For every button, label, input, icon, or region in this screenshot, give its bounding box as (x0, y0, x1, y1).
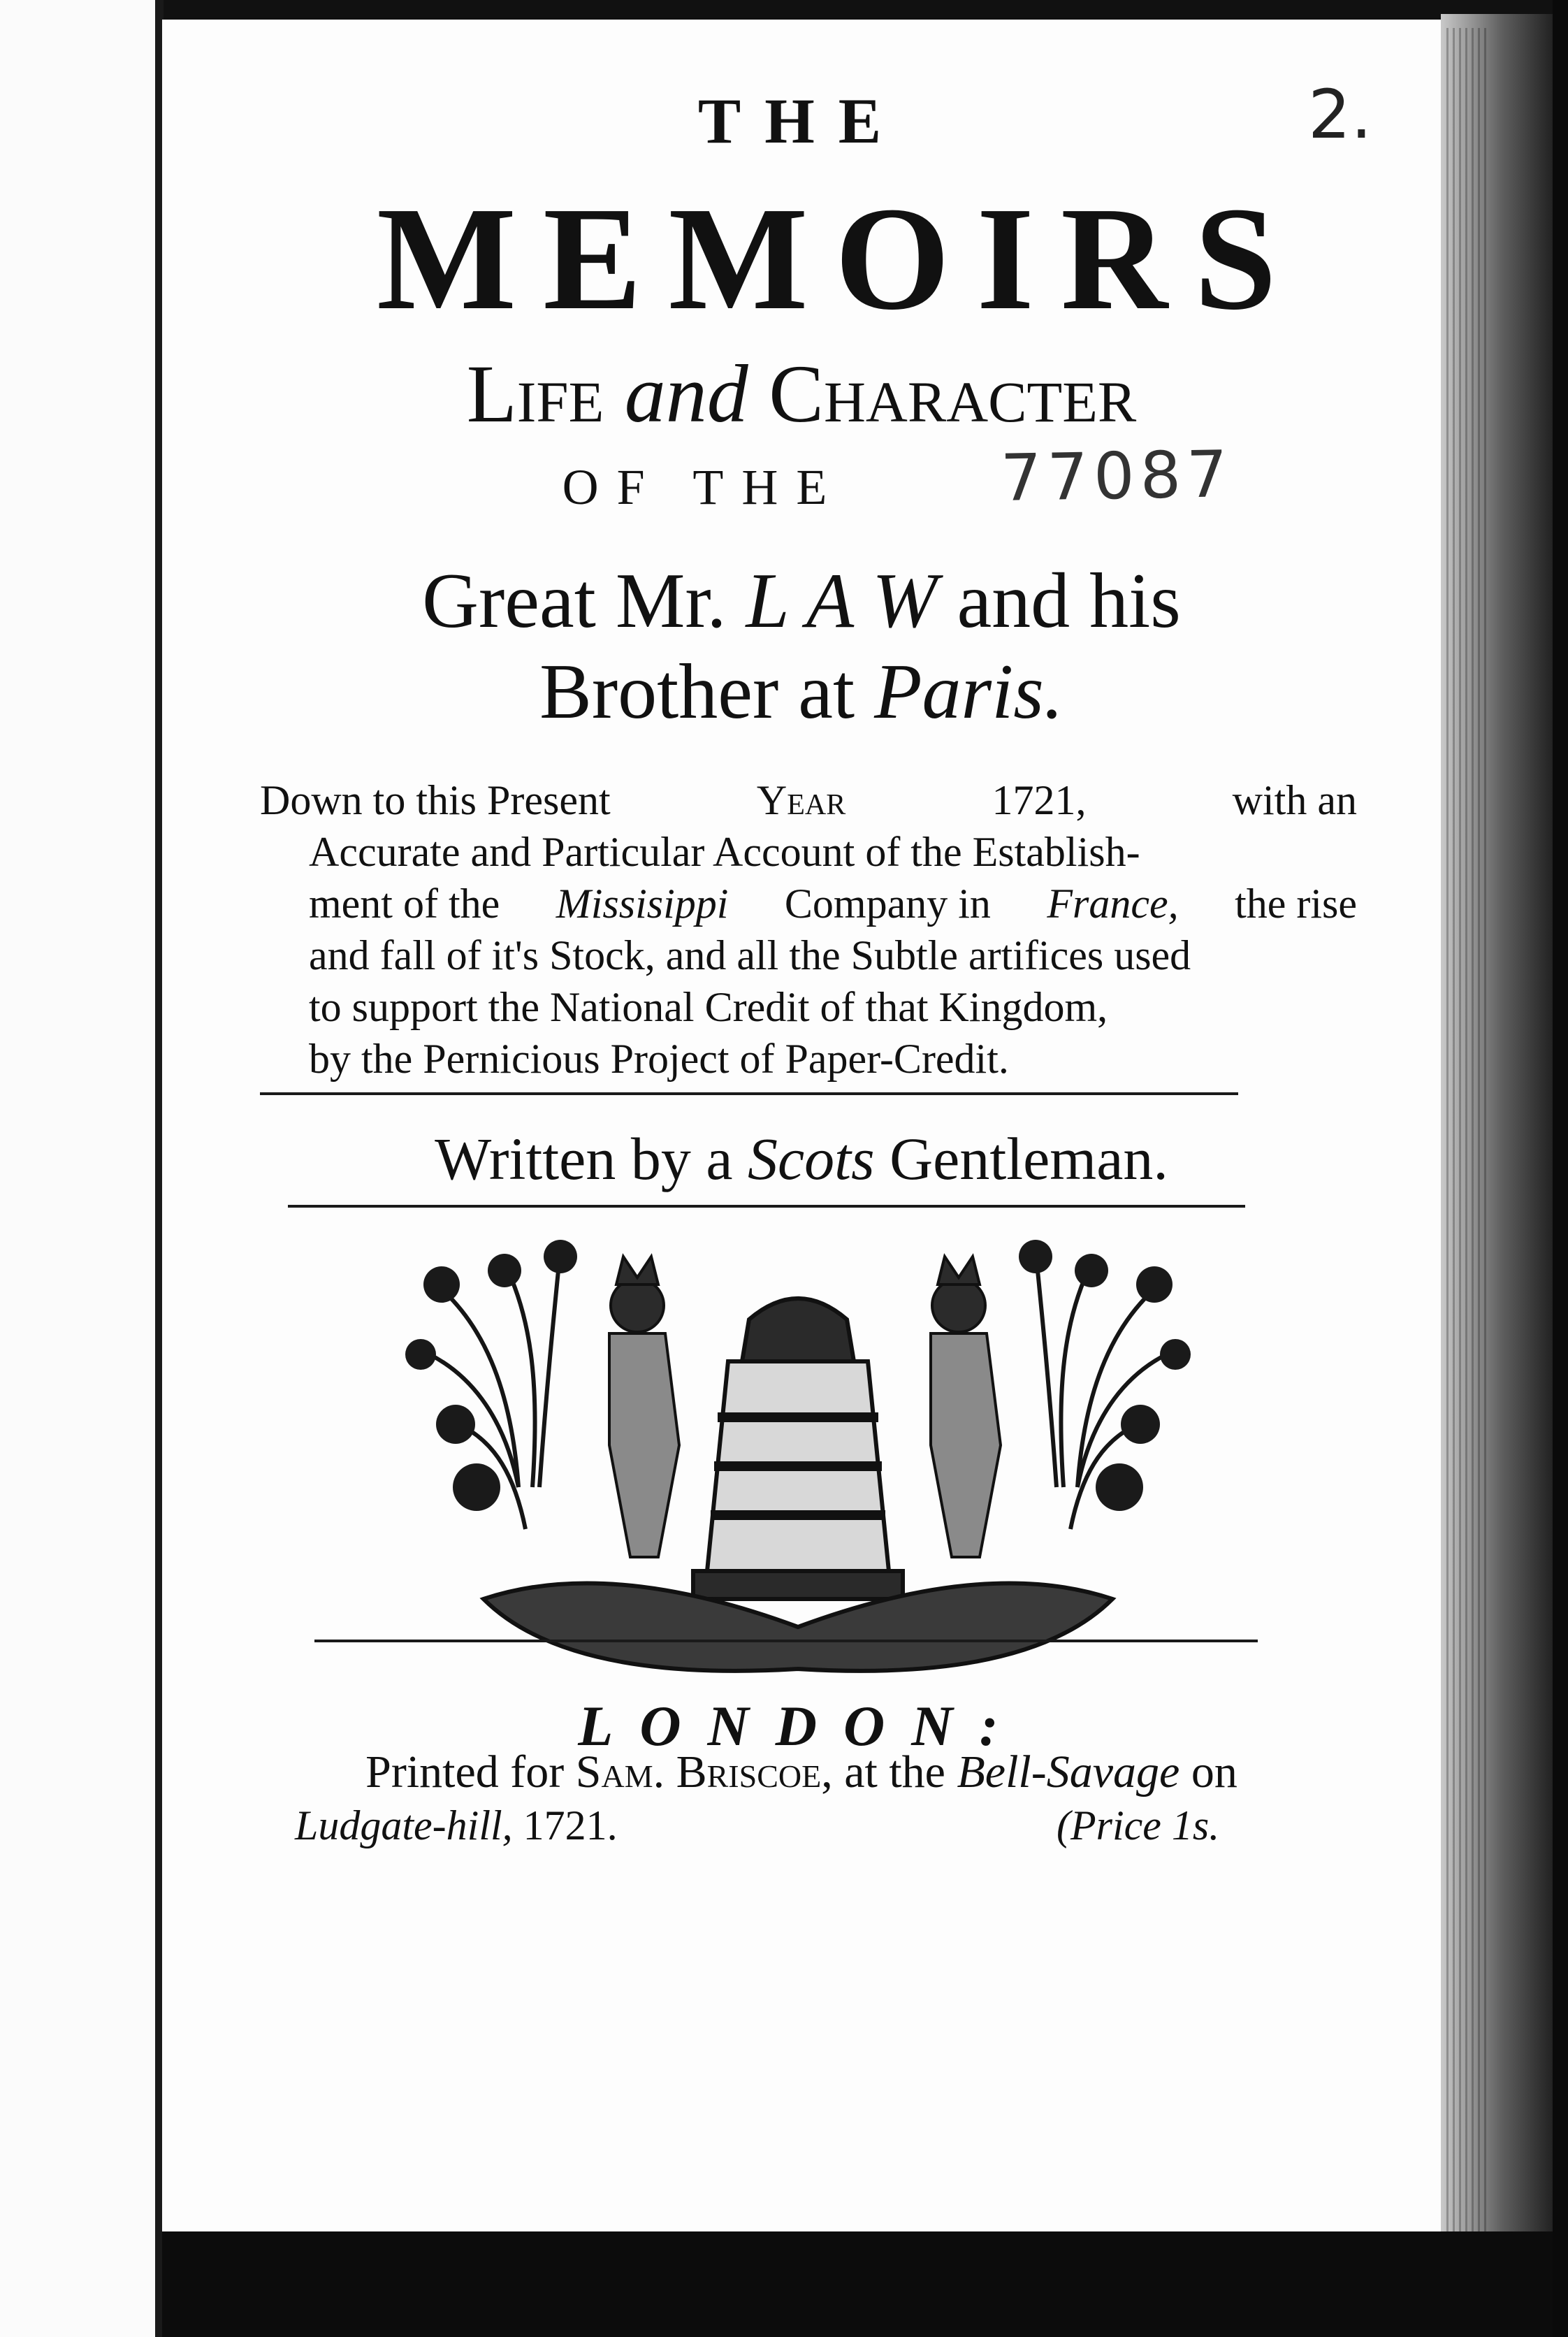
scan-top-edge (155, 0, 1553, 20)
rule-bottom (314, 1640, 1258, 1642)
rule-top (260, 1092, 1238, 1095)
title-of-the: OF THE (562, 459, 845, 515)
manuscript-number: 77087 (1000, 437, 1234, 516)
title-great-mr-law (162, 556, 1441, 646)
description-line: Accurate and Particular Account of the Establish- (309, 829, 1140, 875)
brother-at: Brother at (539, 649, 855, 735)
description-line: Down to this Present Year 1721, with an (260, 777, 1357, 823)
imprint-price: (Price 1s. (1057, 1802, 1220, 1848)
author-line: Written by a Scots Gentleman. (435, 1125, 1168, 1192)
and-word: and (624, 348, 748, 440)
title-brother-paris (162, 647, 1441, 737)
title-life-character (162, 347, 1441, 442)
imprint-printer: Printed for Sam. Briscoe, at the Bell-Savage on (365, 1746, 1237, 1797)
imprint-ludgate: Ludgate-hill, 1721. (295, 1802, 618, 1848)
great-mr: Great Mr. (422, 558, 727, 644)
page-stack-lines (1446, 28, 1488, 2236)
description-line: ment of the Missisippi Company in France, the rise (309, 881, 1357, 927)
facing-page (0, 0, 159, 2337)
page-number: 2. (1308, 75, 1372, 154)
law-name: L A W (746, 558, 938, 644)
scan-bottom-edge (162, 2231, 1553, 2337)
description-line: to support the National Credit of that Kingdom, (309, 984, 1108, 1030)
rule-middle (288, 1205, 1245, 1208)
life-word: Life (466, 348, 604, 440)
character-word: Character (769, 348, 1137, 440)
title-memoirs: MEMOIRS (377, 176, 1303, 340)
title-the: THE (697, 85, 906, 157)
description-line: and fall of it's Stock, and all the Subtle artifices used (309, 932, 1191, 978)
woodcut-ornament-icon (400, 1236, 1196, 1697)
and-his: and his (957, 558, 1181, 644)
description-paragraph (260, 774, 1357, 1085)
paris: Paris. (874, 649, 1064, 735)
imprint-london: LONDON: (578, 1694, 1025, 1758)
title-page (162, 20, 1441, 2231)
description-line: by the Pernicious Project of Paper-Credit. (309, 1036, 1009, 1082)
